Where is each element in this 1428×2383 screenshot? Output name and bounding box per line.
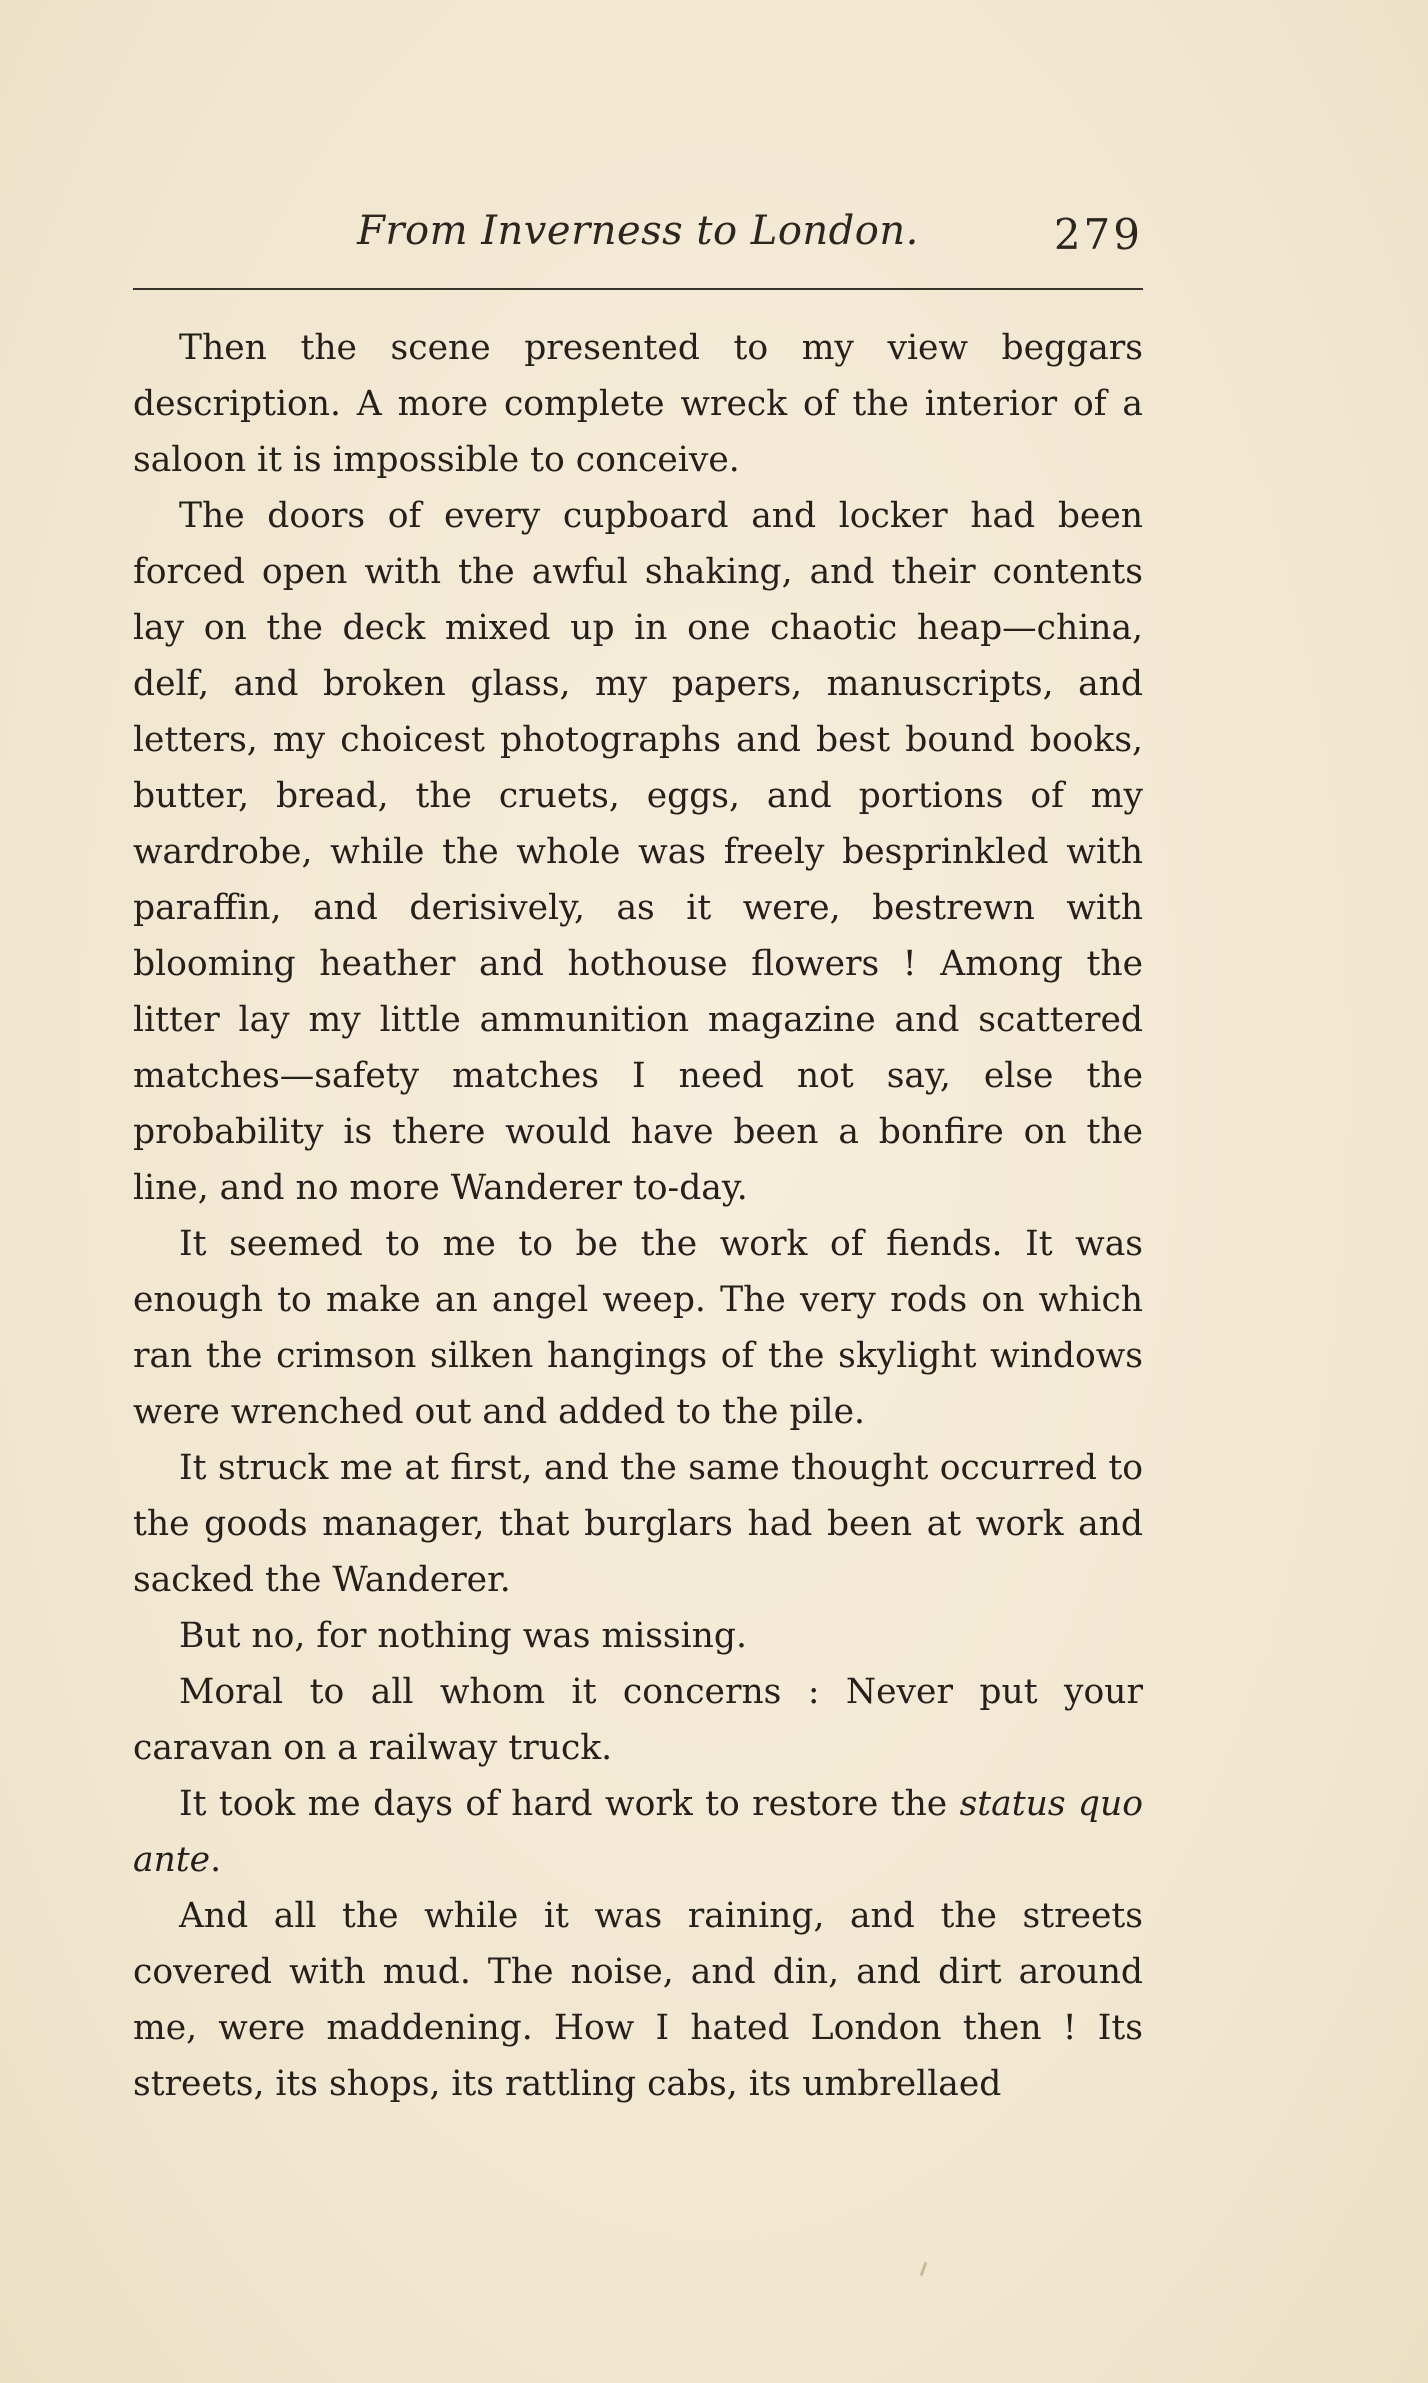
paragraph-text: It took me days of hard work to restore the: [179, 1784, 960, 1824]
paragraph: It seemed to me to be the work of fiends. It was enough to make an angel weep. The very rods on which ran the crimson silken hangings of the skylight windows were wrenched out and added to the pile.: [133, 1224, 1143, 1432]
paragraph-text: .: [210, 1840, 222, 1880]
paper-speck: [920, 2262, 928, 2276]
running-title: From Inverness to London.: [357, 208, 919, 254]
paragraph: And all the while it was raining, and the streets covered with mud. The noise, and din, and dirt around me, were maddening. How I hated London then ! Its streets, its shops, its rattling cabs, its umbrellaed: [133, 1896, 1143, 2104]
paragraph: Then the scene presented to my view beggars description. A more complete wreck of the interior of a saloon it is impossible to conceive.: [133, 328, 1143, 480]
paragraph: But no, for nothing was missing.: [179, 1616, 747, 1656]
paragraph: Moral to all whom it concerns : Never put your caravan on a railway truck.: [133, 1672, 1143, 1768]
italic-phrase: status quo ante: [133, 1784, 1143, 1880]
paragraph: It struck me at first, and the same thought occurred to the goods manager, that burglars had been at work and sacked the Wanderer.: [133, 1448, 1143, 1600]
running-head: [133, 200, 1143, 270]
body-text: [133, 320, 1143, 2112]
paragraph: The doors of every cupboard and locker had been forced open with the awful shaking, and their contents lay on the deck mixed up in one chaotic heap—china, delf, and broken glass, my papers, manuscripts, and letters, my choicest photographs and best bound books, butter, bread, the cruets, eggs, and portions of my wardrobe, while the whole was freely besprinkled with paraffin, and derisively, as it were, bestrewn with blooming heather and hothouse flowers ! Among the litter lay my little ammunition magazine and scattered matches—safety matches I need not say, else the probability is there would have been a bonfire on the line, and no more Wanderer to-day.: [133, 496, 1143, 1208]
paragraph: [133, 1776, 1143, 1888]
header-rule: [133, 288, 1143, 290]
page-number: 279: [1053, 210, 1143, 259]
